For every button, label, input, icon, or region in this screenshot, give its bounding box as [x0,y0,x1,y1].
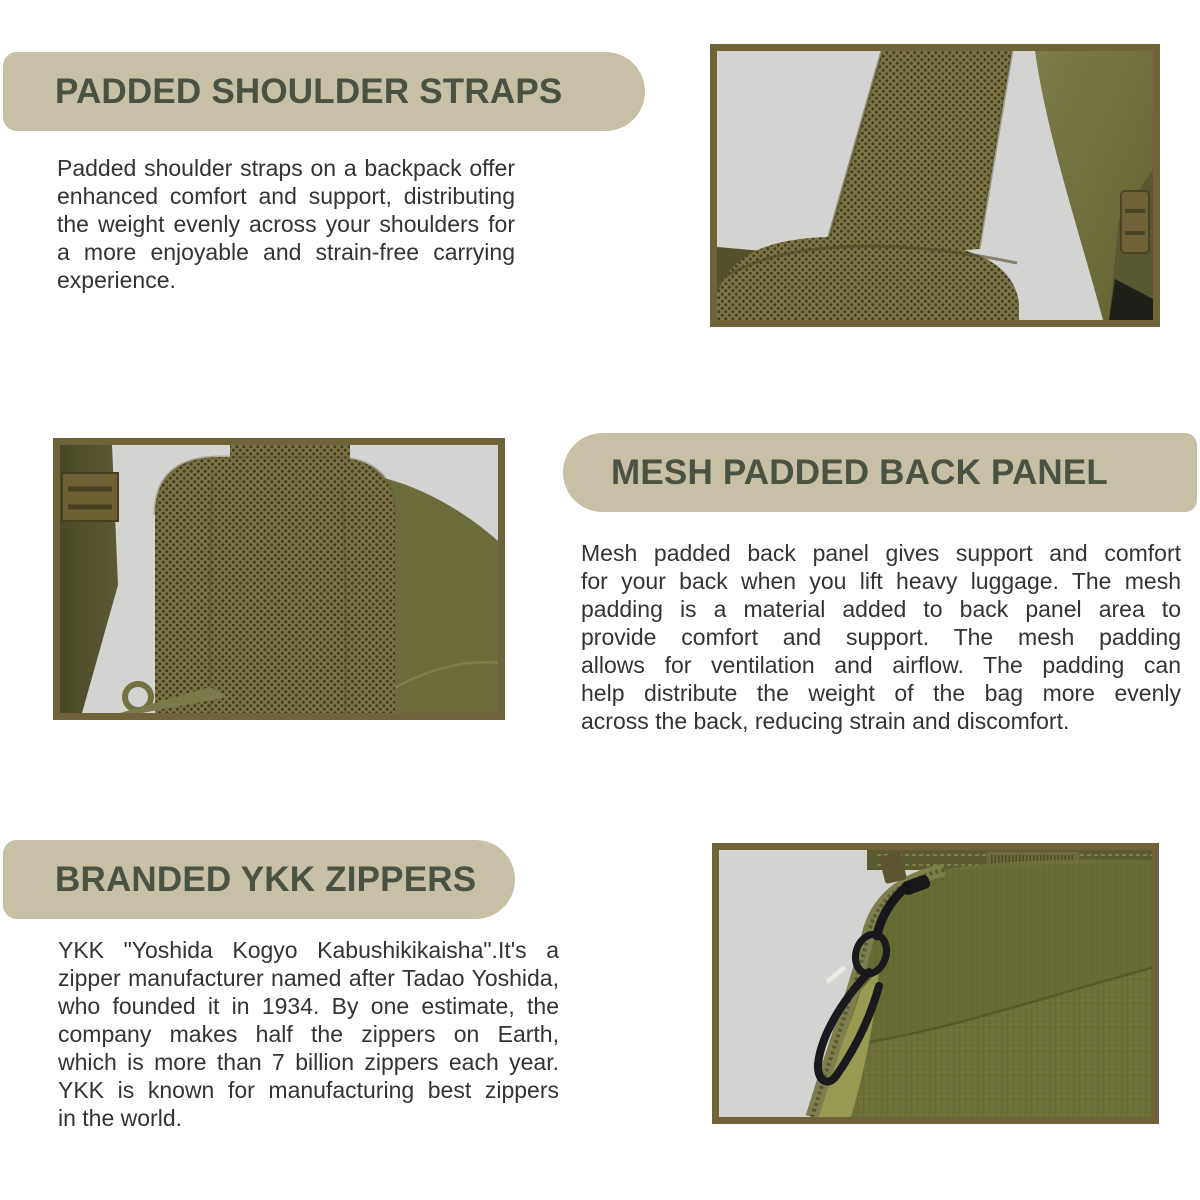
zipper-photo [719,850,1152,1117]
buckle [1121,191,1149,253]
section-2-heading: MESH PADDED BACK PANEL [611,452,1109,492]
mesh-back-panel [155,457,395,713]
body-line: padding is a material added to back panel area to [581,596,1181,622]
body-line: Mesh padded back panel gives support and comfort [581,540,1181,566]
section-1-heading-pill [3,52,645,131]
body-line: in the world. [58,1105,183,1131]
body-line: company makes half the zippers on Earth, [58,1021,559,1047]
body-line: who founded it in 1934. By one estimate, the [58,993,559,1019]
shoulder-strap-photo [717,51,1153,320]
body-line: YKK is known for manufacturing best zippers [58,1077,559,1103]
section-3-body [58,936,559,1132]
section-1-body [57,154,515,294]
body-line: Padded shoulder straps on a backpack offer [57,155,515,181]
zipper-photo-frame [712,843,1159,1124]
section-2-body [581,539,1181,735]
body-line: for your back when you lift heavy luggage. The mesh [581,568,1181,594]
body-line: across the back, reducing strain and discomfort. [581,708,1070,734]
body-line: experience. [57,267,176,293]
body-line: allows for ventilation and airflow. The padding can [581,652,1181,678]
body-line: enhanced comfort and support, distributing [57,183,515,209]
section-1-heading: PADDED SHOULDER STRAPS [55,71,563,111]
body-line: which is more than 7 billion zippers each year. [58,1049,559,1075]
section-2-heading-pill [563,433,1197,512]
body-line: the weight evenly across your shoulders for [57,211,515,237]
section-3-heading: BRANDED YKK ZIPPERS [55,859,477,899]
body-line: help distribute the weight of the bag more evenly [581,680,1181,706]
body-line: provide comfort and support. The mesh padding [581,624,1181,650]
back-panel-photo [60,445,498,713]
section-3-heading-pill [3,840,515,919]
shoulder-strap-photo-frame [710,44,1160,327]
body-line: a more enjoyable and strain-free carrying [57,239,515,265]
body-line: YKK "Yoshida Kogyo Kabushikikaisha".It's a [58,937,559,963]
strap-buckle [62,473,118,521]
body-line: zipper manufacturer named after Tadao Yoshida, [58,965,559,991]
back-panel-photo-frame [53,438,505,720]
